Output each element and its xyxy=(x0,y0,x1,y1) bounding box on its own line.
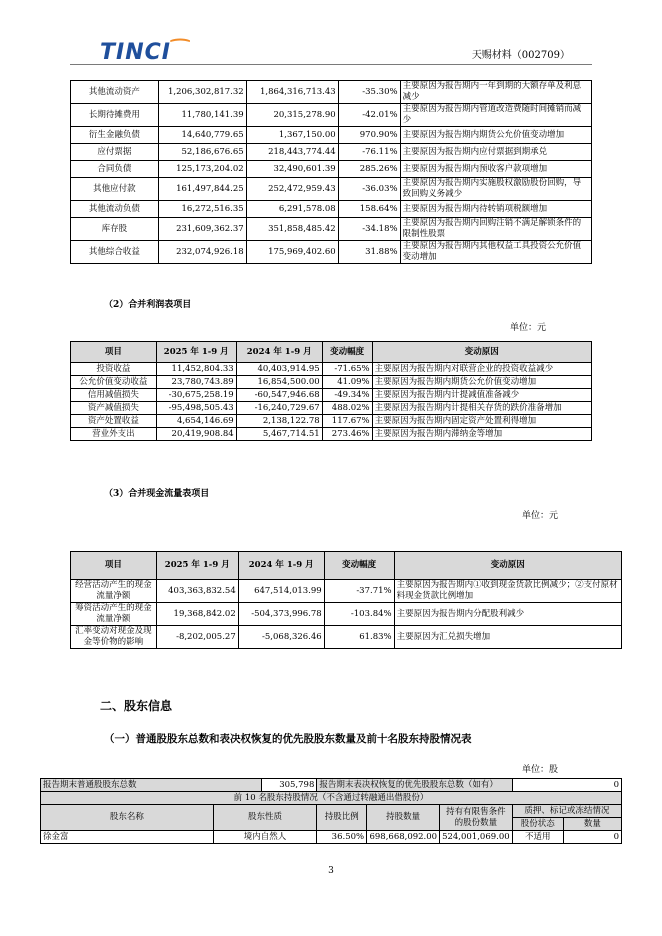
row-value-2024: -504,373,996.78 xyxy=(238,603,324,626)
row-reason: 主要原因为报告期内①收到现金货款比例减少；②支付原材料现金货款比例增加 xyxy=(394,580,621,603)
col-header-restricted: 持有有限售条件的股份数量 xyxy=(440,805,513,831)
row-value-2025: 4,654,146.69 xyxy=(156,415,236,428)
table-row xyxy=(71,389,592,402)
row-value-2024: 40,403,914.95 xyxy=(236,363,322,376)
shareholder-table-heading: （一）普通股股东总数和表决权恢复的优先股股东数量及前十名股东持股情况表 xyxy=(104,733,472,745)
col-header-item: 项目 xyxy=(71,552,157,580)
table-row xyxy=(71,144,592,161)
row-change: 158.64% xyxy=(338,201,400,218)
row-item: 资产处置收益 xyxy=(71,415,157,428)
row-reason: 主要原因为报告期内滞纳金等增加 xyxy=(372,428,591,441)
col-header-2024: 2024 年 1-9 月 xyxy=(238,552,324,580)
row-reason: 主要原因为报告期内分配股利减少 xyxy=(394,603,621,626)
row-value-2025: -95,498,505.43 xyxy=(156,402,236,415)
row-item: 其他综合收益 xyxy=(71,241,159,264)
row-reason: 主要原因为报告期内待转销项税额增加 xyxy=(400,201,591,218)
table-row xyxy=(71,415,592,428)
col-header-change: 变动幅度 xyxy=(324,552,394,580)
row-reason: 主要原因为报告期内固定资产处置利得增加 xyxy=(372,415,591,428)
preferred-shareholders-label: 报告期末表决权恢复的优先股股东总数（如有） xyxy=(317,779,512,792)
table-row xyxy=(71,218,592,241)
row-reason: 主要原因为报告期内计提相关存货的跌价准备增加 xyxy=(372,402,591,415)
row-change: -49.34% xyxy=(322,389,372,402)
row-value-2024: 5,467,714.51 xyxy=(236,428,322,441)
row-change: 970.90% xyxy=(338,127,400,144)
row-value-2024: 1,367,150.00 xyxy=(246,127,338,144)
col-header-item: 项目 xyxy=(71,342,157,363)
table-row xyxy=(71,363,592,376)
row-item: 应付票据 xyxy=(71,144,159,161)
table-row xyxy=(71,161,592,178)
table-row xyxy=(71,241,592,264)
row-item: 公允价值变动收益 xyxy=(71,376,157,389)
shareholder-nature: 境内自然人 xyxy=(213,831,317,844)
row-value-2025: -30,675,258.19 xyxy=(156,389,236,402)
row-change: 273.46% xyxy=(322,428,372,441)
header-divider xyxy=(70,64,592,65)
row-change: 41.09% xyxy=(322,376,372,389)
col-header-pledge: 质押、标记或冻结情况 xyxy=(512,805,621,818)
row-reason: 主要原因为报告期内其他权益工具投资公允价值变动增加 xyxy=(400,241,591,264)
col-header-2025: 2025 年 1-9 月 xyxy=(156,342,236,363)
shareholder-qty: 698,668,092.00 xyxy=(367,831,440,844)
row-item: 合同负债 xyxy=(71,161,159,178)
row-value-2024: 175,969,402.60 xyxy=(246,241,338,264)
table-row xyxy=(71,104,592,127)
row-change: -34.18% xyxy=(338,218,400,241)
preferred-shareholders-value: 0 xyxy=(512,779,621,792)
row-value-2024: 16,854,500.00 xyxy=(236,376,322,389)
row-value-2024: 252,472,959.43 xyxy=(246,178,338,201)
row-reason: 主要原因为报告期内期货公允价值变动增加 xyxy=(372,376,591,389)
row-value-2025: 11,452,804.33 xyxy=(156,363,236,376)
company-name: 天赐材料（002709） xyxy=(471,50,570,61)
row-value-2025: 231,609,362.37 xyxy=(158,218,246,241)
row-reason: 主要原因为报告期内一年到期的大额存单及利息减少 xyxy=(400,81,591,104)
table-row xyxy=(71,626,622,649)
row-value-2025: 161,497,844.25 xyxy=(158,178,246,201)
row-change: -103.84% xyxy=(324,603,394,626)
row-value-2024: 351,858,485.42 xyxy=(246,218,338,241)
shareholder-info-heading: 二、股东信息 xyxy=(100,699,173,713)
income-statement-section-title: （2）合并利润表项目 xyxy=(104,300,192,310)
table-row xyxy=(71,81,592,104)
col-header-2024: 2024 年 1-9 月 xyxy=(236,342,322,363)
row-value-2025: 23,780,743.89 xyxy=(156,376,236,389)
row-reason: 主要原因为汇兑损失增加 xyxy=(394,626,621,649)
row-value-2024: 1,864,316,713.43 xyxy=(246,81,338,104)
row-value-2025: 11,780,141.39 xyxy=(158,104,246,127)
row-change: 285.26% xyxy=(338,161,400,178)
row-change: -42.01% xyxy=(338,104,400,127)
row-item: 衍生金融负债 xyxy=(71,127,159,144)
col-header-reason: 变动原因 xyxy=(372,342,591,363)
row-value-2025: 52,186,676.65 xyxy=(158,144,246,161)
row-reason: 主要原因为报告期内计提减值准备减少 xyxy=(372,389,591,402)
row-item: 经营活动产生的现金流量净额 xyxy=(71,580,157,603)
row-change: 31.88% xyxy=(338,241,400,264)
row-item: 营业外支出 xyxy=(71,428,157,441)
row-value-2025: 125,173,204.02 xyxy=(158,161,246,178)
shareholder-pledge-status: 不适用 xyxy=(512,831,563,844)
row-change: -36.03% xyxy=(338,178,400,201)
row-reason: 主要原因为报告期内管道改造费随时间摊销而减少 xyxy=(400,104,591,127)
table-row xyxy=(41,831,622,844)
col-header-count: 数量 xyxy=(563,818,621,831)
row-reason: 主要原因为报告期内实施股权激励股份回购，导致回购义务减少 xyxy=(400,178,591,201)
row-item: 汇率变动对现金及现金等价物的影响 xyxy=(71,626,157,649)
col-header-reason: 变动原因 xyxy=(394,552,621,580)
company-logo: TINCI⁀ xyxy=(100,40,191,65)
table-row xyxy=(71,428,592,441)
row-item: 资产减值损失 xyxy=(71,402,157,415)
row-change: 488.02% xyxy=(322,402,372,415)
row-item: 库存股 xyxy=(71,218,159,241)
row-value-2025: 20,419,908.84 xyxy=(156,428,236,441)
col-header-ratio: 持股比例 xyxy=(317,805,367,831)
row-value-2024: 20,315,278.90 xyxy=(246,104,338,127)
row-value-2024: 32,490,601.39 xyxy=(246,161,338,178)
row-reason: 主要原因为报告期内期货公允价值变动增加 xyxy=(400,127,591,144)
col-header-nature: 股东性质 xyxy=(213,805,317,831)
row-change: -71.65% xyxy=(322,363,372,376)
shareholder-table xyxy=(40,778,622,844)
row-reason: 主要原因为报告期内应付票据到期承兑 xyxy=(400,144,591,161)
table-row xyxy=(71,376,592,389)
row-reason: 主要原因为报告期内对联营企业的投资收益减少 xyxy=(372,363,591,376)
row-value-2025: 19,368,842.02 xyxy=(156,603,238,626)
table-row xyxy=(71,201,592,218)
col-header-qty: 持股数量 xyxy=(367,805,440,831)
col-header-status: 股份状态 xyxy=(512,818,563,831)
cashflow-changes-table xyxy=(70,551,622,649)
cashflow-section-title: （3）合并现金流量表项目 xyxy=(104,489,210,499)
shareholder-restricted: 524,001,069.00 xyxy=(440,831,513,844)
balance-sheet-changes-table xyxy=(70,80,592,264)
row-change: -35.30% xyxy=(338,81,400,104)
col-header-name: 股东名称 xyxy=(41,805,214,831)
row-item: 其他流动资产 xyxy=(71,81,159,104)
table-row xyxy=(71,127,592,144)
total-shareholders-value: 305,798 xyxy=(261,779,317,792)
row-item: 投资收益 xyxy=(71,363,157,376)
row-item: 长期待摊费用 xyxy=(71,104,159,127)
row-value-2025: 403,363,832.54 xyxy=(156,580,238,603)
row-value-2024: -5,068,326.46 xyxy=(238,626,324,649)
row-value-2025: -8,202,005.27 xyxy=(156,626,238,649)
col-header-change: 变动幅度 xyxy=(322,342,372,363)
cashflow-unit: 单位：元 xyxy=(522,511,559,521)
row-value-2025: 232,074,926.18 xyxy=(158,241,246,264)
row-value-2024: 218,443,774.44 xyxy=(246,144,338,161)
row-item: 信用减值损失 xyxy=(71,389,157,402)
table-row xyxy=(71,402,592,415)
income-statement-unit: 单位：元 xyxy=(510,323,547,333)
row-value-2025: 1,206,302,817.32 xyxy=(158,81,246,104)
row-change: -37.71% xyxy=(324,580,394,603)
row-value-2024: 2,138,122.78 xyxy=(236,415,322,428)
row-value-2024: 6,291,578.08 xyxy=(246,201,338,218)
top10-caption: 前 10 名股东持股情况（不含通过转融通出借股份） xyxy=(41,792,622,805)
row-change: -76.11% xyxy=(338,144,400,161)
row-value-2024: -60,547,946.68 xyxy=(236,389,322,402)
table-row xyxy=(71,603,622,626)
row-value-2025: 16,272,516.35 xyxy=(158,201,246,218)
row-change: 117.67% xyxy=(322,415,372,428)
row-reason: 主要原因为报告期内预收客户款项增加 xyxy=(400,161,591,178)
table-row xyxy=(71,580,622,603)
col-header-2025: 2025 年 1-9 月 xyxy=(156,552,238,580)
page-number: 3 xyxy=(328,866,334,876)
row-reason: 主要原因为报告期内回购注销不满足解锁条件的限制性股票 xyxy=(400,218,591,241)
row-item: 其他应付款 xyxy=(71,178,159,201)
row-item: 筹资活动产生的现金流量净额 xyxy=(71,603,157,626)
income-statement-changes-table xyxy=(70,341,592,441)
table-row xyxy=(71,178,592,201)
row-value-2024: -16,240,729.67 xyxy=(236,402,322,415)
row-item: 其他流动负债 xyxy=(71,201,159,218)
total-shareholders-label: 报告期末普通股股东总数 xyxy=(41,779,262,792)
row-change: 61.83% xyxy=(324,626,394,649)
shareholder-unit: 单位：股 xyxy=(522,765,559,775)
shareholder-name: 徐金富 xyxy=(41,831,214,844)
shareholder-ratio: 36.50% xyxy=(317,831,367,844)
shareholder-pledge-count: 0 xyxy=(563,831,621,844)
row-value-2024: 647,514,013.99 xyxy=(238,580,324,603)
row-value-2025: 14,640,779.65 xyxy=(158,127,246,144)
